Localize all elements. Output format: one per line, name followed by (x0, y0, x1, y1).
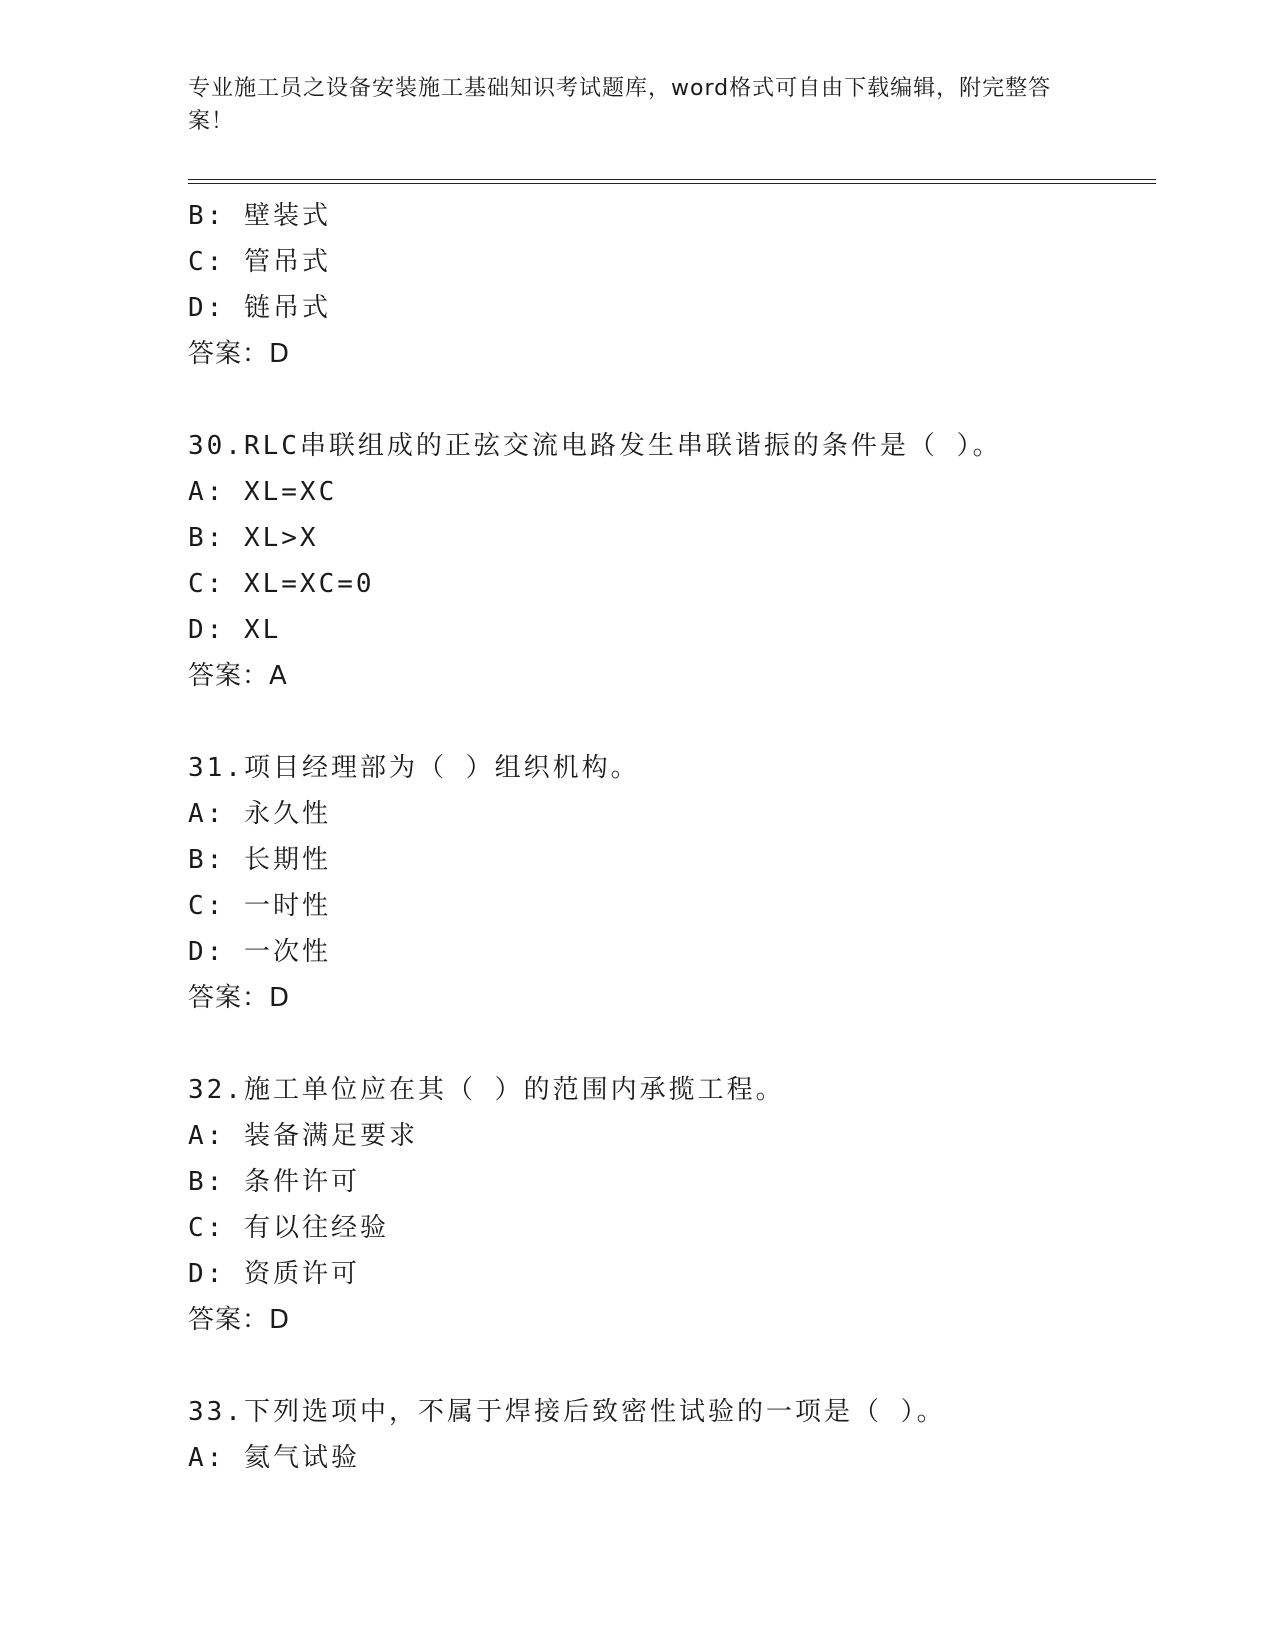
option-a: A: 装备满足要求 (188, 1121, 418, 1151)
option-c: C: 管吊式 (188, 247, 331, 277)
spacer (188, 1343, 1156, 1389)
option-b: B: 壁装式 (188, 201, 331, 231)
option-d: D: XL (188, 615, 282, 645)
option-d: D: 一次性 (188, 937, 331, 967)
header-rule-top (188, 179, 1156, 180)
option-c: C: 有以往经验 (188, 1213, 389, 1243)
answer-line: 答案：D (188, 339, 291, 369)
option-c: C: XL=XC=0 (188, 569, 375, 599)
spacer (188, 377, 1156, 423)
spacer (188, 1021, 1156, 1067)
option-a: A: XL=XC (188, 477, 338, 507)
answer-line: 答案：A (188, 661, 288, 691)
answer-line: 答案：D (188, 1305, 291, 1335)
question-stem: 31.项目经理部为（ ）组织机构。 (188, 753, 640, 783)
question-list (188, 193, 1156, 1481)
question-stem: 33.下列选项中，不属于焊接后致密性试验的一项是（ ）。 (188, 1397, 946, 1427)
option-b: B: XL>X (188, 523, 319, 553)
header-rule-bottom (188, 183, 1156, 184)
question-stem: 32.施工单位应在其（ ）的范围内承揽工程。 (188, 1075, 785, 1105)
option-b: B: 长期性 (188, 845, 331, 875)
spacer (188, 699, 1156, 745)
option-b: B: 条件许可 (188, 1167, 360, 1197)
answer-line: 答案：D (188, 983, 291, 1013)
option-a: A: 氦气试验 (188, 1443, 360, 1473)
question-stem: 30.RLC串联组成的正弦交流电路发生串联谐振的条件是（ ）。 (188, 431, 1002, 461)
option-d: D: 资质许可 (188, 1259, 360, 1289)
option-c: C: 一时性 (188, 891, 331, 921)
document-header (188, 72, 1088, 138)
header-title: 专业施工员之设备安装施工基础知识考试题库，word格式可自由下载编辑，附完整答案！ (188, 76, 1052, 134)
option-a: A: 永久性 (188, 799, 331, 829)
option-d: D: 链吊式 (188, 293, 331, 323)
